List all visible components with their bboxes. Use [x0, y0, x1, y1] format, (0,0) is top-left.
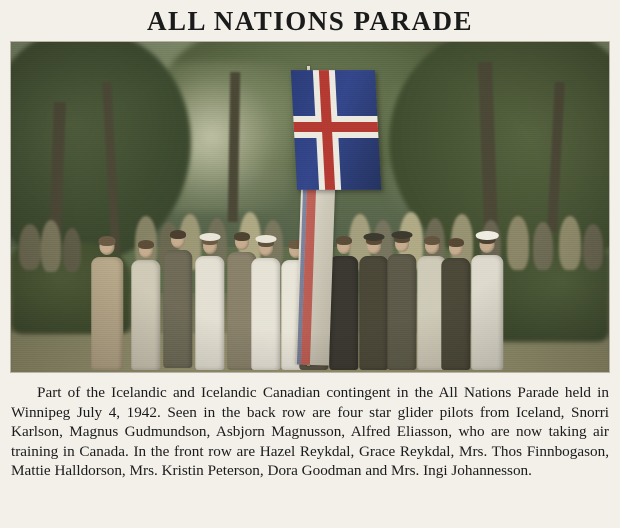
woman-dark-dress-2 — [439, 240, 473, 370]
caption-text: Part of the Icelandic and Icelandic Canadian contingent in the All Nations Parade held in Winnipeg July 4, 1942. Seen in the back row are four star glider pilots from Iceland, Snorri Karlson, Magnus Gudmundson, Asbjorn Magnusson, Alfred Eliasson, who are now taking air training in Canada. In the front row are Hazel Reykdal, Grace Reykdal, Mrs. Thos Finnbogason, Mattie Halldorson, Mrs. Kristin Peterson, Dora Goodman and Mrs. Ingi Johannesson. — [11, 384, 609, 480]
person-hair — [424, 236, 440, 245]
white-hat-icon — [255, 235, 276, 243]
crowd-figure — [559, 216, 581, 270]
sailor-cap-icon — [476, 231, 499, 239]
person-hair — [138, 240, 154, 249]
crowd-figure — [583, 224, 603, 270]
person-hair — [336, 236, 352, 245]
woman-light-dress-1 — [129, 242, 163, 370]
woman-white-dress-1 — [193, 238, 227, 370]
photo-caption — [11, 383, 609, 480]
crowd-figure — [533, 222, 553, 270]
person-body — [131, 260, 160, 370]
person-hair — [170, 230, 186, 239]
crowd-figure — [507, 216, 529, 270]
crowd-figure — [63, 228, 81, 272]
person-hair — [448, 238, 464, 247]
person-body — [387, 254, 416, 370]
man-uniform-left — [89, 238, 125, 370]
person-body — [163, 250, 192, 368]
white-hat-icon — [199, 233, 220, 241]
headdress-icon — [363, 233, 384, 241]
person-body — [91, 257, 123, 370]
person-body — [441, 258, 470, 370]
photograph — [10, 41, 610, 373]
person-hair — [234, 232, 250, 241]
person-hair — [99, 236, 116, 245]
person-body — [329, 256, 358, 370]
photo-scene — [11, 42, 609, 372]
woman-white-dress-3 — [249, 240, 283, 370]
sailor-right — [469, 236, 505, 370]
page-title: ALL NATIONS PARADE — [146, 6, 474, 36]
flag-lower-fold — [295, 187, 335, 366]
person-body — [471, 255, 503, 370]
person-body — [195, 256, 224, 370]
crowd-figure — [19, 224, 41, 270]
person-body — [251, 258, 280, 370]
flag-cross-horizontal-red — [294, 122, 379, 132]
crowd-figure — [41, 220, 61, 272]
headdress-icon — [391, 231, 412, 239]
icelandic-flag-icon — [291, 70, 381, 190]
woman-costume-2 — [385, 236, 419, 370]
man-suit-1 — [161, 232, 195, 368]
